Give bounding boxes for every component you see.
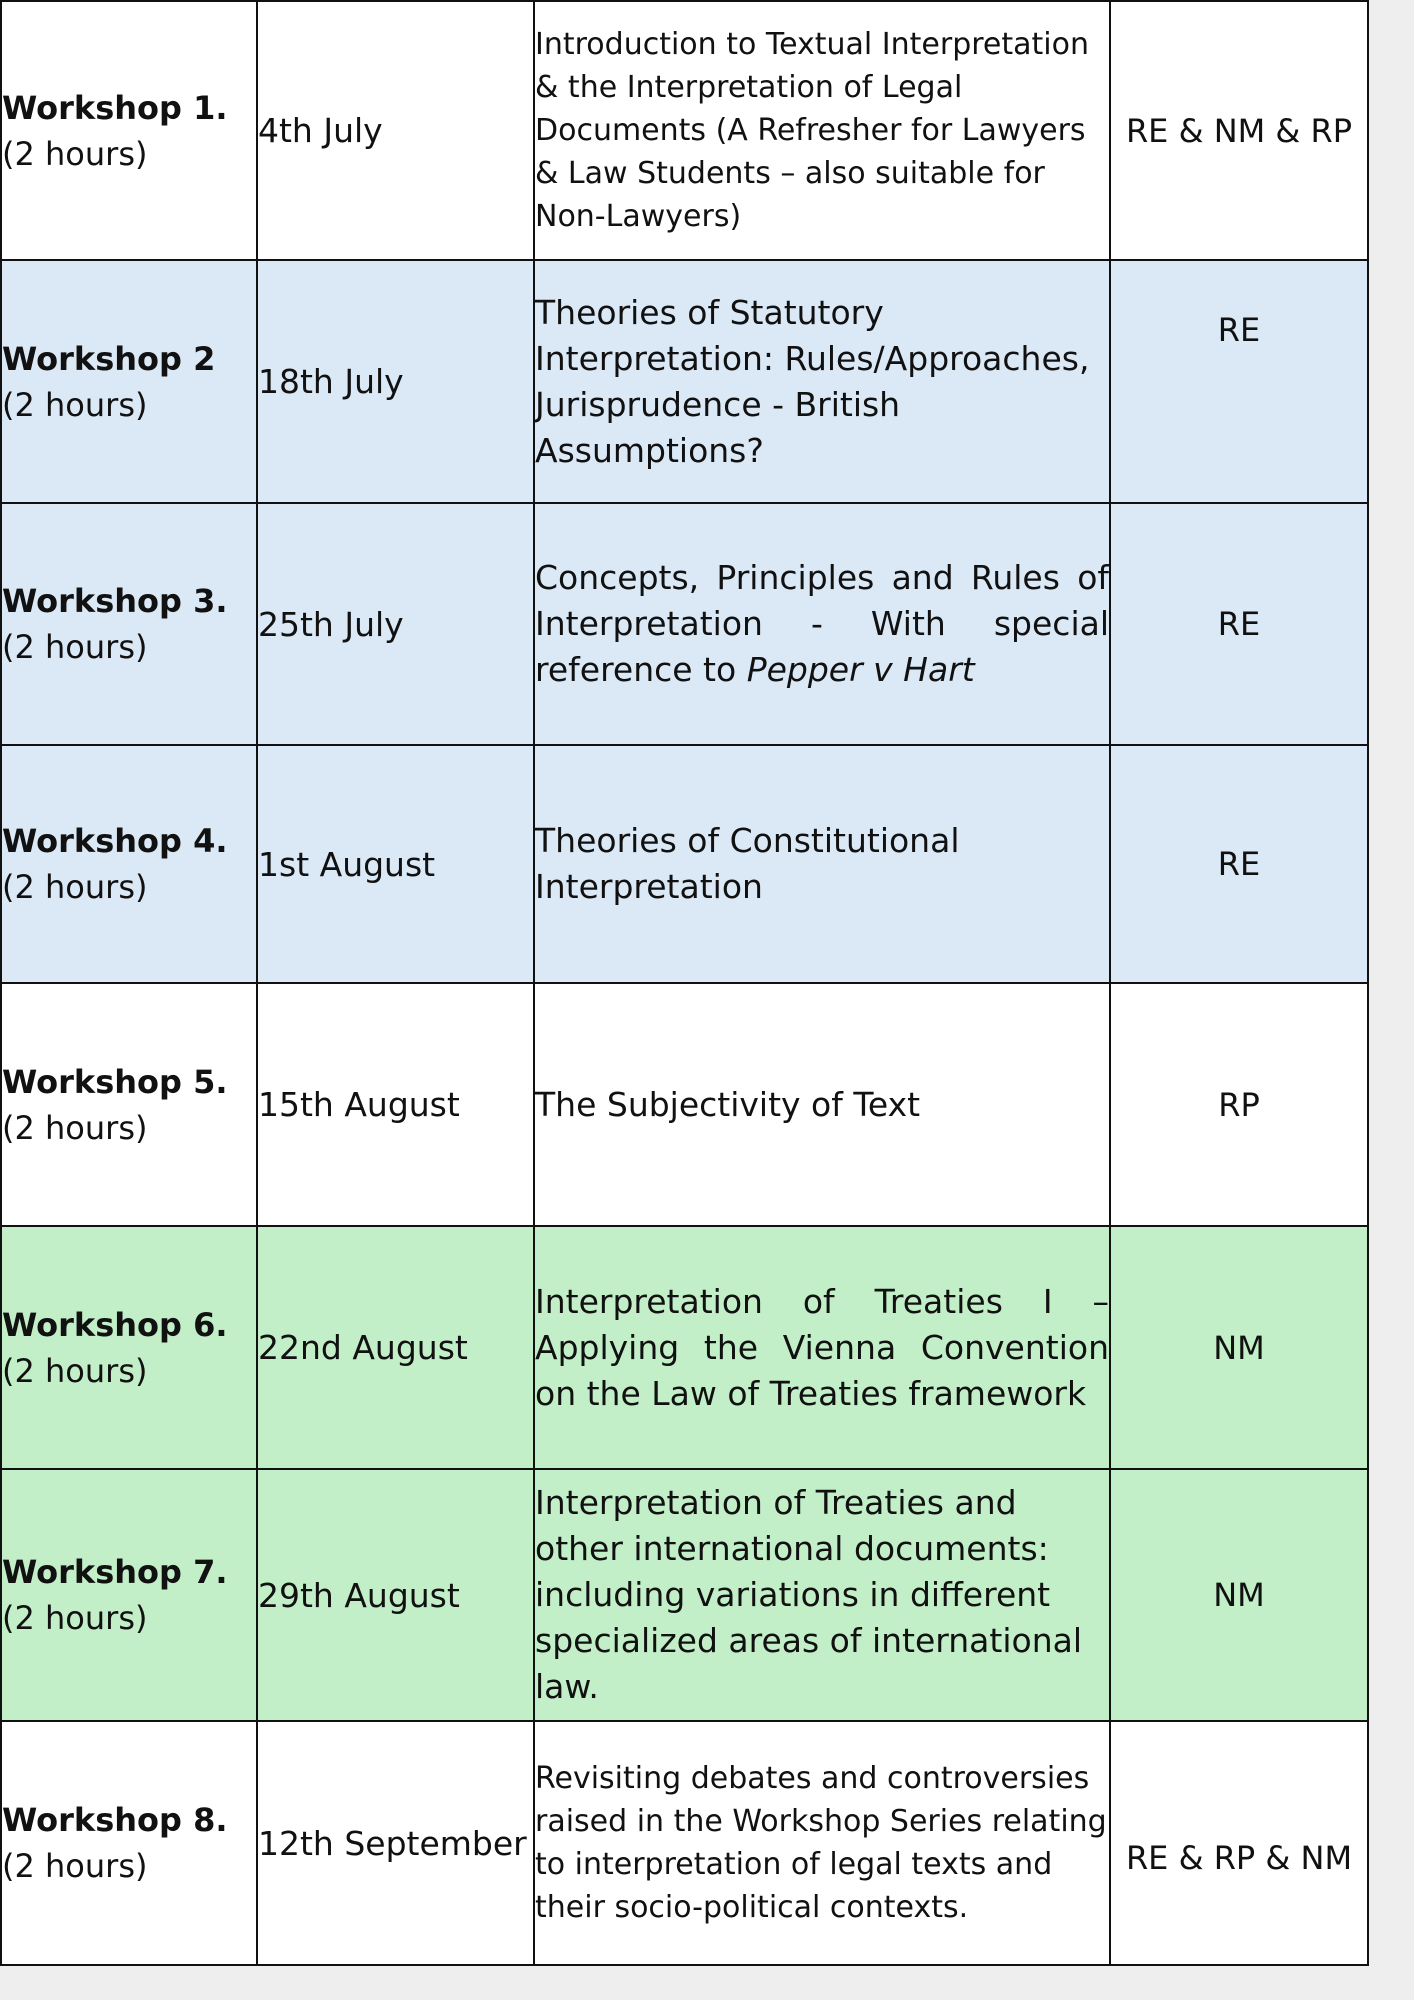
workshop-date: 4th July xyxy=(257,1,534,260)
workshop-title: Workshop 4. xyxy=(2,822,228,860)
case-name: Pepper v Hart xyxy=(746,650,975,689)
workshop-date: 12th September xyxy=(257,1721,534,1965)
workshop-leads: RE & RP & NM xyxy=(1110,1721,1368,1965)
workshop-topic: Introduction to Textual Interpretation & the Interpretation of Legal Documents (A Refresher for Lawyers & Law Students – also suitable for Non-Lawyers) xyxy=(534,1,1110,260)
table-row xyxy=(1,1,1368,260)
workshop-duration: (2 hours) xyxy=(2,1599,148,1637)
workshop-duration: (2 hours) xyxy=(2,134,148,173)
workshop-duration: (2 hours) xyxy=(2,1108,148,1147)
workshop-title: Workshop 1. xyxy=(2,88,228,127)
workshop-date: 25th July xyxy=(257,503,534,745)
workshop-title: Workshop 5. xyxy=(2,1062,228,1101)
workshop-cell xyxy=(1,1,257,260)
workshop-leads: NM xyxy=(1110,1469,1368,1721)
workshop-title: Workshop 6. xyxy=(2,1305,228,1344)
workshop-date: 29th August xyxy=(257,1469,534,1721)
workshop-title: Workshop 2 xyxy=(2,339,216,378)
workshop-duration: (2 hours) xyxy=(2,385,148,424)
workshop-leads: RE & NM & RP xyxy=(1110,1,1368,260)
workshop-leads: RE xyxy=(1110,260,1368,503)
workshop-cell xyxy=(1,745,257,983)
workshop-date: 22nd August xyxy=(257,1226,534,1469)
workshop-topic-text: Concepts, Principles and Rules of Interpretation - With special reference to xyxy=(535,558,1109,689)
table-row xyxy=(1,745,1368,983)
workshop-leads: NM xyxy=(1110,1226,1368,1469)
workshop-cell xyxy=(1,260,257,503)
workshop-leads: RP xyxy=(1110,983,1368,1226)
workshop-cell xyxy=(1,1721,257,1965)
workshop-date: 15th August xyxy=(257,983,534,1226)
workshop-leads: RE xyxy=(1110,745,1368,983)
workshop-cell xyxy=(1,1226,257,1469)
workshop-topic: Theories of Statutory Interpretation: Rules/Approaches, Jurisprudence - British Assumptions? xyxy=(534,260,1110,503)
workshop-date: 18th July xyxy=(257,260,534,503)
workshop-duration: (2 hours) xyxy=(2,1847,148,1885)
workshop-topic xyxy=(534,503,1110,745)
workshop-topic: Theories of Constitutional Interpretation xyxy=(534,745,1110,983)
workshop-duration: (2 hours) xyxy=(2,868,148,906)
workshop-date: 1st August xyxy=(257,745,534,983)
workshop-title: Workshop 7. xyxy=(2,1553,228,1591)
table-row xyxy=(1,1226,1368,1469)
workshop-topic: Interpretation of Treaties and other international documents: including variations in different specialized areas of international law. xyxy=(534,1469,1110,1721)
table-row xyxy=(1,983,1368,1226)
table-row xyxy=(1,1721,1368,1965)
workshop-topic: The Subjectivity of Text xyxy=(534,983,1110,1226)
workshop-topic: Interpretation of Treaties I – Applying the Vienna Convention on the Law of Treaties framework xyxy=(534,1226,1110,1469)
workshop-cell xyxy=(1,1469,257,1721)
workshop-leads: RE xyxy=(1110,503,1368,745)
table-row xyxy=(1,1469,1368,1721)
workshop-cell xyxy=(1,503,257,745)
workshop-title: Workshop 3. xyxy=(2,582,228,620)
table-row xyxy=(1,260,1368,503)
workshop-cell xyxy=(1,983,257,1226)
workshop-topic: Revisiting debates and controversies raised in the Workshop Series relating to interpretation of legal texts and their socio-political contexts. xyxy=(534,1721,1110,1965)
workshop-duration: (2 hours) xyxy=(2,628,148,666)
workshop-duration: (2 hours) xyxy=(2,1351,148,1390)
table-row xyxy=(1,503,1368,745)
workshop-title: Workshop 8. xyxy=(2,1801,228,1839)
